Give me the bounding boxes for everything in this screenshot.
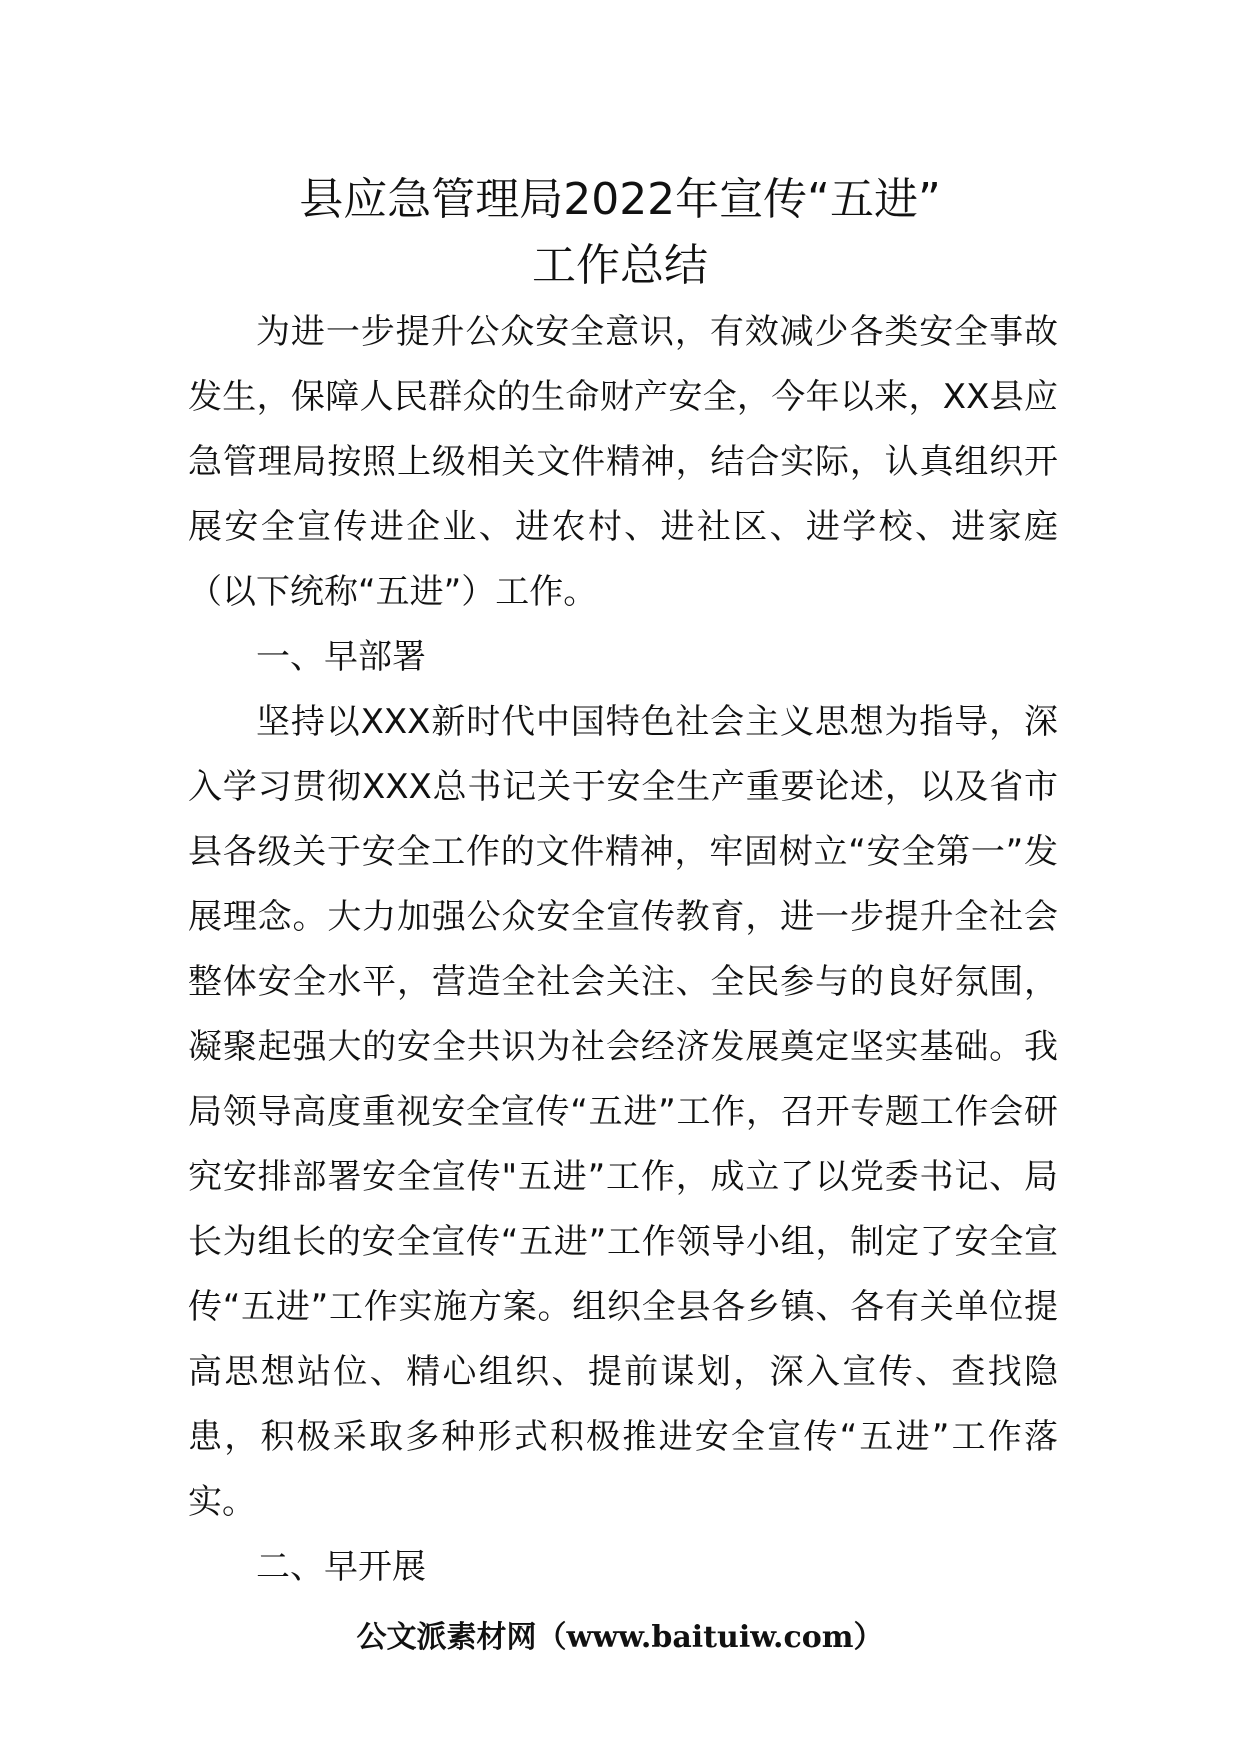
section-heading-early-deployment: 一、早部署 <box>256 637 426 677</box>
section-heading-early-launch: 二、早开展 <box>256 1547 426 1587</box>
watermark-footer: 公文派素材网（www.baituiw.com） <box>356 1620 884 1655</box>
deployment-paragraph: 坚持以XXX新时代中国特色社会主义思想为指导，深入学习贯彻XXX总书记关于安全生产重要论述，以及省市县各级关于安全工作的文件精神，牢固树立“安全第一”发展理念。大力加强公众安全宣传教育，进一步提升全社会整体安全水平，营造全社会关注、全民参与的良好氛围，凝聚起强大的安全共识为社会经济发展奠定坚实基础。我局领导高度重视安全宣传“五进”工作，召开专题工作会研究安排部署安全宣传"五进”工作，成立了以党委书记、局长为组长的安全宣传“五进”工作领导小组，制定了安全宣传“五进”工作实施方案。组织全县各乡镇、各有关单位提高思想站位、精心组织、提前谋划，深入宣传、查找隐患，积极采取多种形式积极推进安全宣传“五进”工作落实。 <box>188 702 1058 1522</box>
intro-paragraph: 为进一步提升公众安全意识，有效减少各类安全事故发生，保障人民群众的生命财产安全，今年以来，XX县应急管理局按照上级相关文件精神，结合实际，认真组织开展安全宣传进企业、进农村、进社区、进学校、进家庭（以下统称“五进”）工作。 <box>188 312 1058 612</box>
document-title-line-1: 县应急管理局2022年宣传“五进” <box>299 174 941 225</box>
document-title-line-2: 工作总结 <box>532 240 708 291</box>
document-body <box>188 300 1058 1600</box>
